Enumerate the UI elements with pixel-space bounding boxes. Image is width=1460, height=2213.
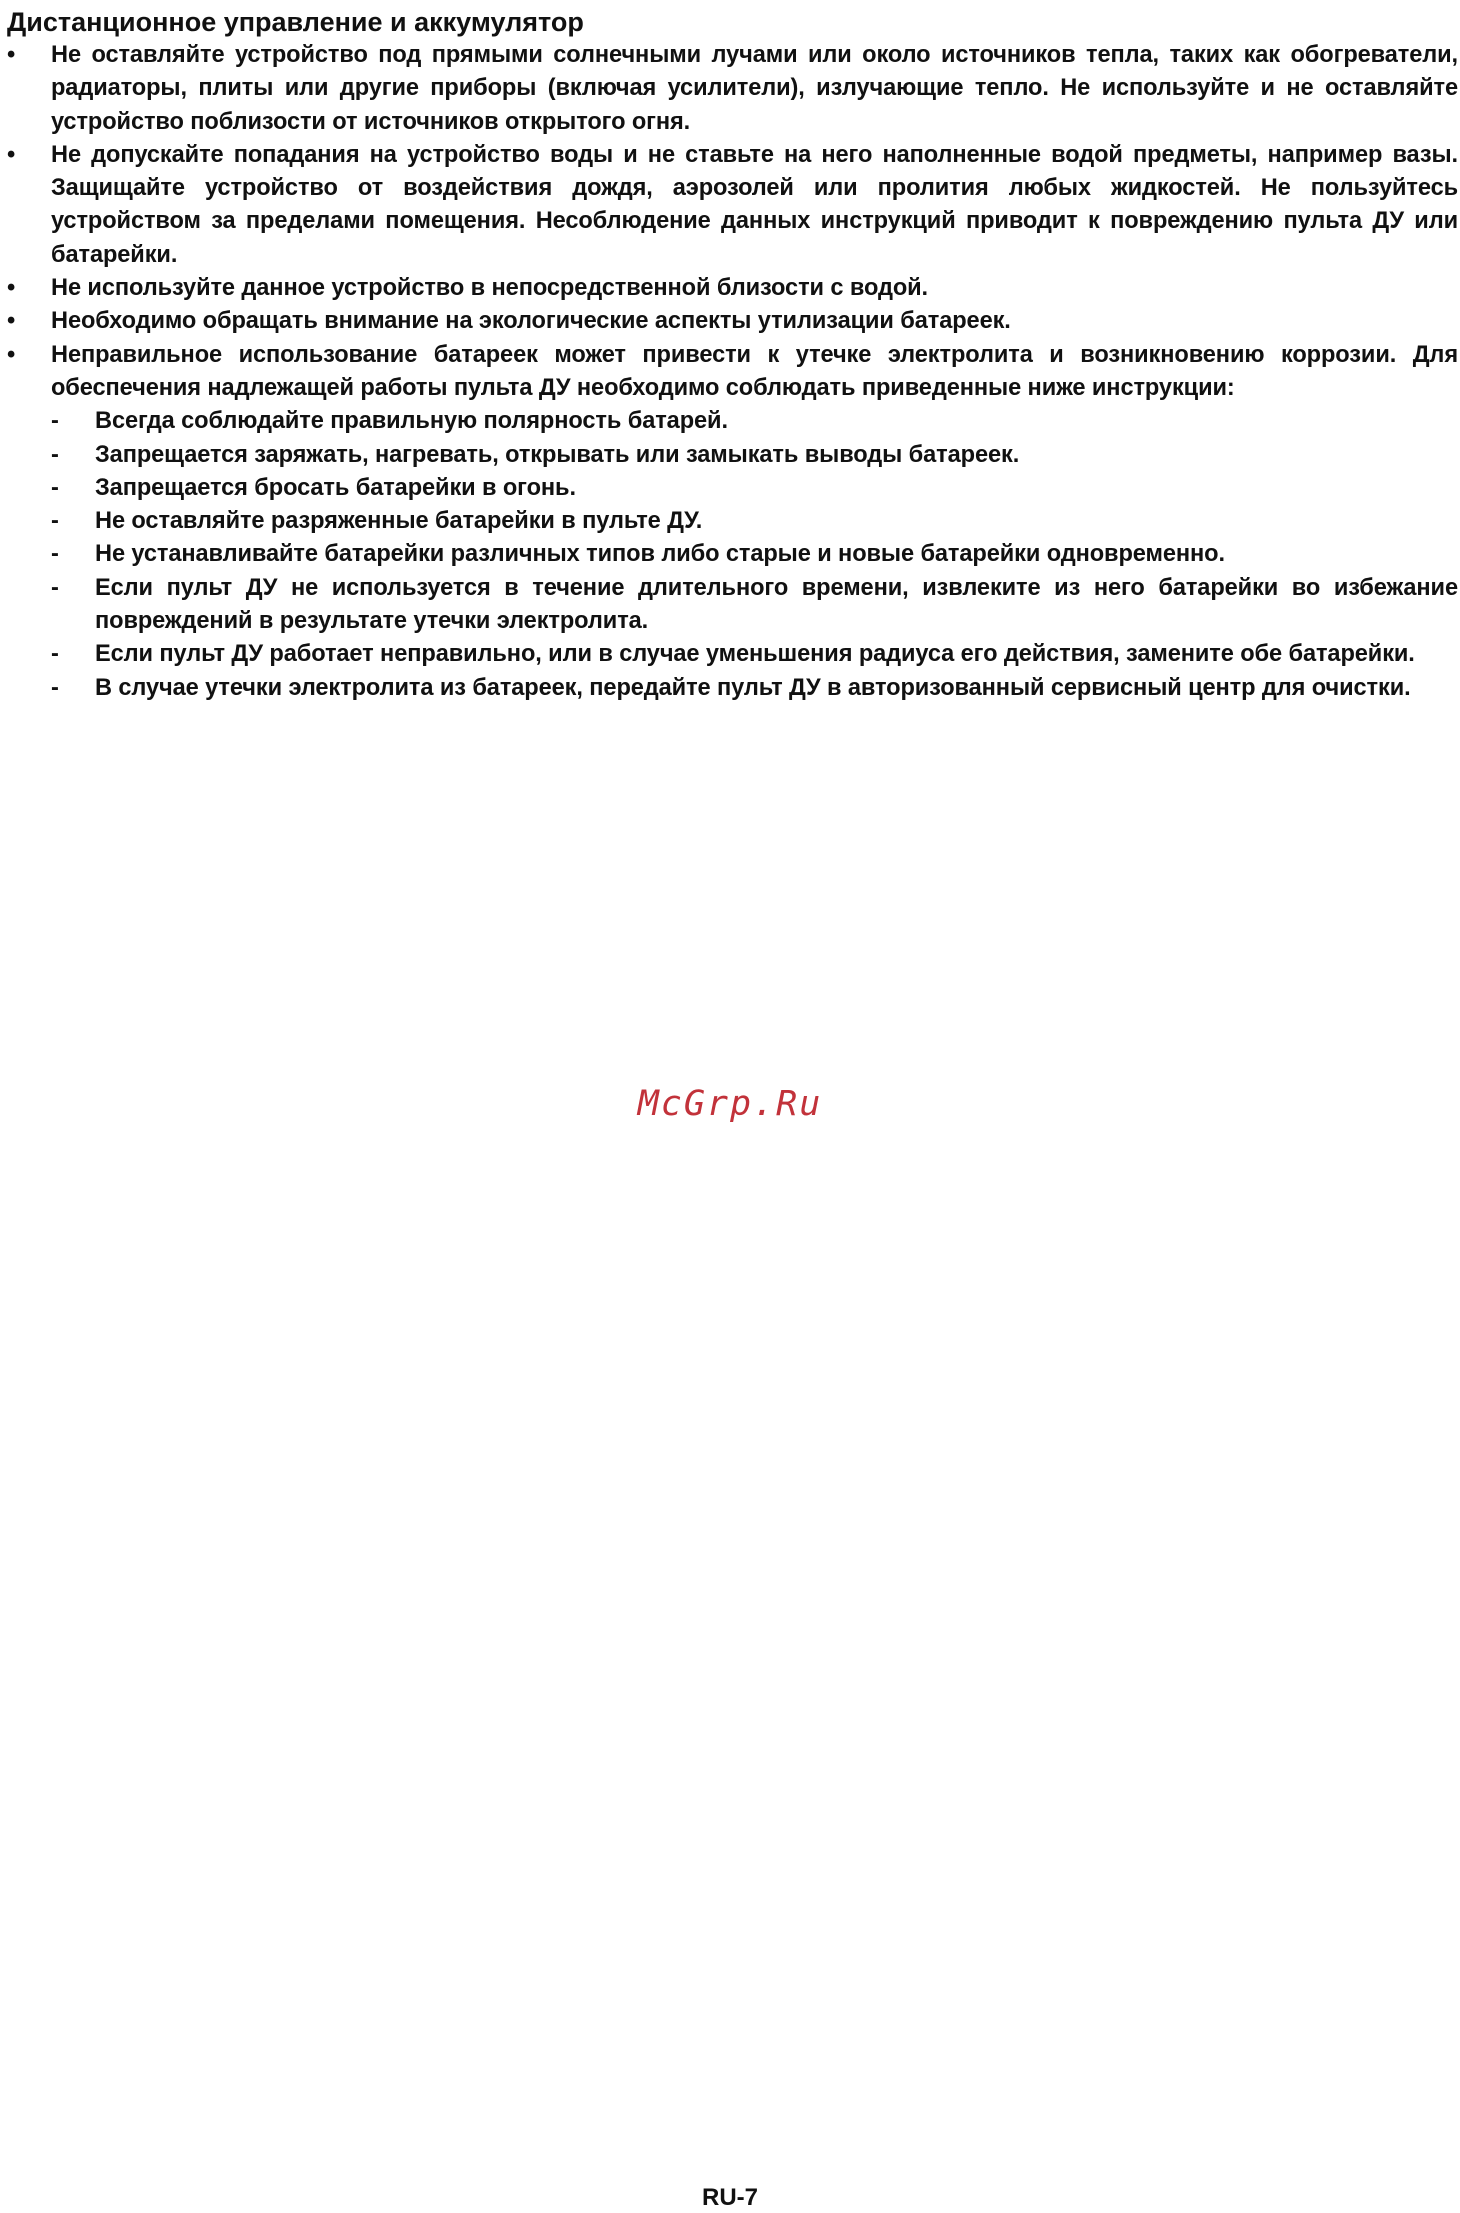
sub-list-item-text: Не устанавливайте батарейки различных типов либо старые и новые батарейки одновременно.: [95, 541, 1225, 568]
bullet-icon: •: [7, 42, 16, 68]
list-item: [7, 305, 1458, 338]
sub-list-item-text: Всегда соблюдайте правильную полярность батарей.: [95, 408, 728, 435]
bullet-list: [7, 39, 1458, 705]
sub-list-item: [51, 538, 1458, 571]
sub-list-item-text: Не оставляйте разряженные батарейки в пульте ДУ.: [95, 508, 703, 535]
dash-icon: -: [51, 441, 59, 468]
sub-list-item: [51, 472, 1458, 505]
dash-icon: -: [51, 541, 59, 568]
dash-icon: -: [51, 474, 59, 501]
bullet-icon: •: [7, 308, 16, 335]
sub-list-item: [51, 572, 1458, 639]
sub-list-item-text: Запрещается бросать батарейки в огонь.: [95, 474, 576, 501]
sub-list-item-text: Запрещается заряжать, нагревать, открывать или замыкать выводы батареек.: [95, 441, 1020, 468]
bullet-icon: •: [7, 341, 16, 368]
list-item-text: Не используйте данное устройство в непосредственной близости с водой.: [51, 275, 929, 302]
section-heading: Дистанционное управление и аккумулятор: [7, 7, 584, 37]
page-number: RU-7: [701, 2184, 758, 2211]
dash-icon: -: [51, 674, 59, 701]
sub-list-item: [51, 505, 1458, 538]
sub-list-item-text: В случае утечки электролита из батареек, передайте пульт ДУ в авторизованный сервисный центр для очистки.: [95, 674, 1411, 701]
list-item-text: Необходимо обращать внимание на экологические аспекты утилизации батареек.: [51, 308, 1011, 335]
watermark-text: McGrp.Ru: [637, 1084, 823, 1124]
dash-icon: -: [51, 574, 59, 601]
list-item: [7, 272, 1458, 305]
sub-list-item-text: Если пульт ДУ не используется в течение длительного времени, извлеките из него батарейки во избежание повреждений в результате утечки электролита.: [95, 574, 1458, 635]
bullet-icon: •: [7, 275, 16, 302]
dash-icon: -: [51, 641, 59, 668]
page-content: [7, 5, 1458, 705]
list-item: [7, 39, 1458, 139]
list-item-text: Не допускайте попадания на устройство воды и не ставьте на него наполненные водой предметы, например вазы. Защищайте устройство от воздействия дождя, аэрозолей или пролития любых жидкостей. Не пользуйтесь устройством за пределами помещения. Несоблюдение данных инструкций приводит к повреждению пульта ДУ или батарейки.: [51, 141, 1458, 268]
list-item-text: Не оставляйте устройство под прямыми солнечными лучами или около источников тепла, таких как обогреватели, радиаторы, плиты или другие приборы (включая усилители), излучающие тепло. Не используйте и не оставляйте устройство поблизости от источников открытого огня.: [51, 42, 1458, 135]
sub-list-item: [51, 638, 1458, 671]
sub-list-item: [51, 672, 1458, 705]
dash-icon: -: [51, 408, 59, 435]
list-item-text: Неправильное использование батареек может привести к утечке электролита и возникновению коррозии. Для обеспечения надлежащей работы пульта ДУ необходимо соблюдать приведенные ниже инструкции:: [51, 341, 1458, 401]
dash-icon: -: [51, 508, 59, 535]
sub-list-item-text: Если пульт ДУ работает неправильно, или в случае уменьшения радиуса его действия, замените обе батарейки.: [95, 641, 1415, 668]
list-item: [7, 339, 1458, 705]
sub-list-item: [51, 405, 1458, 438]
sub-list: [51, 405, 1458, 705]
list-item: [7, 139, 1458, 272]
bullet-icon: •: [7, 141, 16, 168]
sub-list-item: [51, 439, 1458, 472]
